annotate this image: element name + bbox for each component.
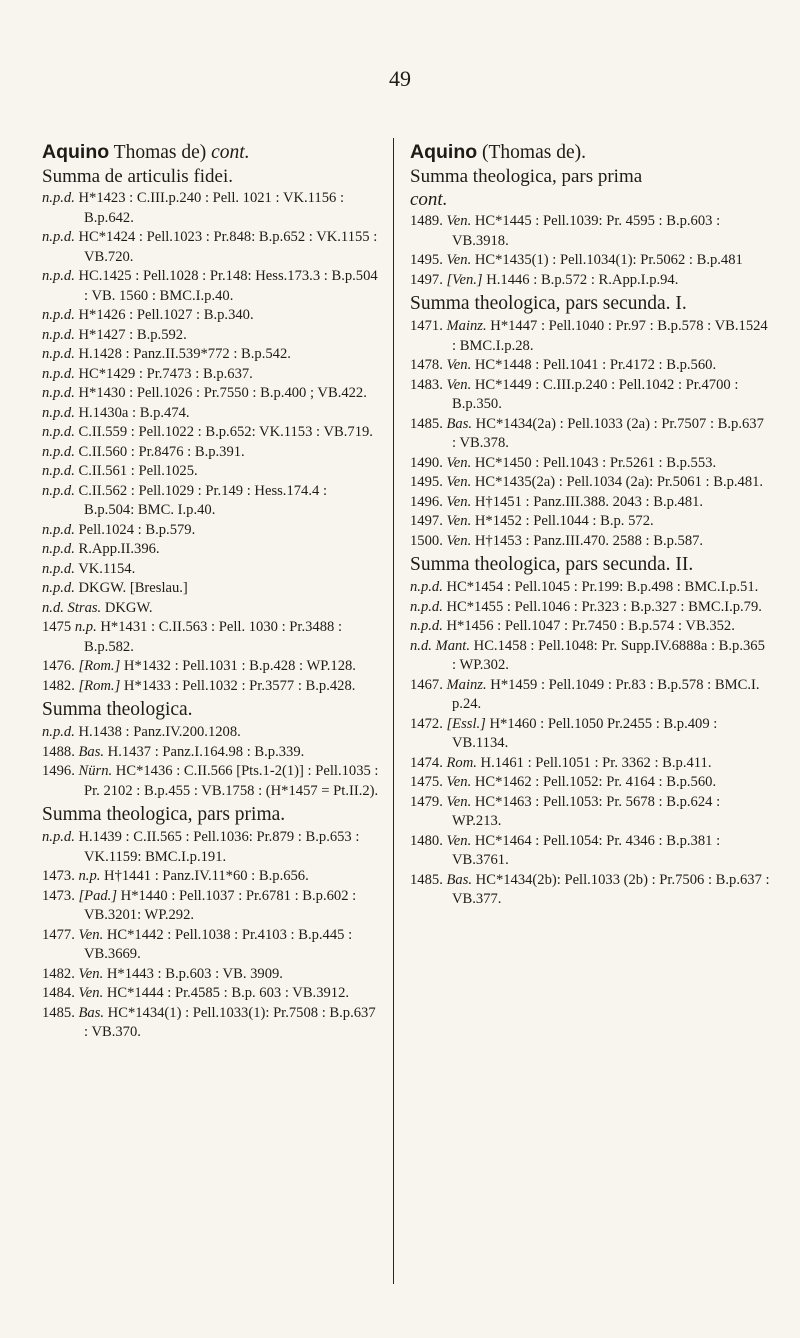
- page-number: 49: [389, 66, 411, 91]
- section-title: Summa theologica, pars secunda. II.: [410, 554, 694, 575]
- entry-references: HC*1442 : Pell.1038 : Pr.4103 : B.p.445 : VB.3669.: [84, 926, 353, 962]
- entry-references: HC.1425 : Pell.1028 : Pr.148: Hess.173.3 : B.p.504 : VB. 1560 : BMC.I.p.40.: [74, 268, 378, 304]
- entry: [42, 579, 380, 599]
- entry: [410, 415, 770, 454]
- entry-year: 1477.: [42, 926, 75, 943]
- heading-cont: cont.: [211, 142, 250, 163]
- entry-place: n.p.d.: [42, 326, 75, 343]
- entry-references: H*1443 : B.p.603 : VB. 3909.: [103, 965, 283, 982]
- entry-references: H†1453 : Panz.III.470. 2588 : B.p.587.: [471, 532, 704, 549]
- entry: [410, 578, 770, 598]
- entry: [410, 317, 770, 356]
- entry: [410, 512, 770, 532]
- entry-year: 1496.: [410, 493, 443, 510]
- entry-place: n.p.d.: [42, 443, 75, 460]
- entry-references: H*1459 : Pell.1049 : Pr.83 : B.p.578 : BMC.I. p.24.: [452, 676, 760, 712]
- entry-references: HC*1449 : C.III.p.240 : Pell.1042 : Pr.4700 : B.p.350.: [452, 376, 739, 412]
- entry-place: Ven.: [442, 774, 472, 790]
- entry-references: HC*1435(1) : Pell.1034(1): Pr.5062 : B.p.481: [471, 252, 743, 268]
- entry-place: n.p.d.: [42, 365, 75, 382]
- entry: [410, 376, 770, 415]
- entry-references: Pell.1024 : B.p.579.: [74, 521, 196, 538]
- entry: [410, 251, 770, 271]
- entry-references: C.II.561 : Pell.1025.: [74, 463, 198, 479]
- entry-place: Bas.: [442, 415, 473, 432]
- heading-name: Aquino: [42, 141, 110, 163]
- entry-place: Ven.: [442, 493, 472, 510]
- entry-references: HC*1434(2b): Pell.1033 (2b) : Pr.7506 : B.p.637 : VB.377.: [452, 871, 770, 907]
- entry-references: H*1432 : Pell.1031 : B.p.428 : WP.128.: [120, 658, 356, 674]
- entry-references: HC*1435(2a) : Pell.1034 (2a): Pr.5061 : B.p.481.: [471, 474, 764, 490]
- column-divider: [393, 138, 394, 1284]
- entry: [42, 462, 380, 482]
- entry-place: [Essl.]: [442, 715, 486, 732]
- entry-references: HC*1429 : Pr.7473 : B.p.637.: [74, 365, 253, 382]
- entry-place: n.p.d.: [42, 385, 75, 401]
- entry-place: Ven.: [442, 532, 472, 549]
- entry-references: HC*1434(1) : Pell.1033(1): Pr.7508 : B.p.637 : VB.370.: [84, 1004, 376, 1040]
- left-column: [42, 140, 380, 1043]
- entry-references: HC*1450 : Pell.1043 : Pr.5261 : B.p.553.: [471, 454, 717, 471]
- entry-references: C.II.560 : Pr.8476 : B.p.391.: [74, 443, 245, 460]
- entry-place: n.p.d.: [42, 482, 75, 499]
- entry: [42, 762, 380, 801]
- entry-place: [Pad.]: [74, 887, 118, 904]
- right-subheading: [410, 165, 770, 211]
- entry: [410, 715, 770, 754]
- entry-year: 1472.: [410, 715, 443, 732]
- entry-place: n.p.d.: [42, 190, 75, 206]
- entry-references: H*1452 : Pell.1044 : B.p. 572.: [471, 513, 654, 529]
- right-column: [410, 140, 770, 910]
- entry-place: n.p.d.: [410, 598, 443, 615]
- entry: [42, 482, 380, 521]
- entry-place: Rom.: [442, 754, 477, 771]
- entry: [410, 493, 770, 513]
- entry: [42, 965, 380, 985]
- entry-references: DKGW. [Breslau.]: [74, 580, 188, 596]
- entry-references: HC*1463 : Pell.1053: Pr. 5678 : B.p.624 : WP.213.: [452, 793, 721, 829]
- left-groups: [42, 189, 380, 1043]
- entry-year: 1483.: [410, 376, 443, 393]
- entry: [410, 598, 770, 618]
- entry: [42, 345, 380, 365]
- entry: [42, 365, 380, 385]
- entry-year: 1478.: [410, 357, 443, 373]
- entry-place: n.p.d.: [42, 560, 75, 577]
- entry-place: n.p.d.: [42, 346, 75, 362]
- entry-place: n.p.d.: [42, 404, 75, 421]
- entry-references: HC*1424 : Pell.1023 : Pr.848: B.p.652 : VK.1155 : VB.720.: [74, 229, 378, 265]
- entry-place: n.p.d.: [410, 618, 443, 634]
- entry: [410, 212, 770, 251]
- entry-year: 1475: [42, 619, 72, 635]
- entry-place: Bas.: [442, 871, 473, 888]
- entry-place: Ven.: [442, 474, 472, 490]
- entry-references: HC*1462 : Pell.1052: Pr. 4164 : B.p.560.: [471, 774, 717, 790]
- entry: [42, 189, 380, 228]
- left-subheading: Summa de articulis fidei.: [42, 166, 234, 187]
- entry: [42, 743, 380, 763]
- entry-year: 1473.: [42, 868, 75, 884]
- entry: [42, 540, 380, 560]
- right-heading: [410, 140, 770, 165]
- entry-place: [Ven.]: [442, 271, 483, 288]
- entry-place: n.p.d.: [42, 307, 75, 323]
- entry: [410, 676, 770, 715]
- heading-rest: Thomas de): [109, 142, 212, 163]
- entry: [42, 657, 380, 677]
- entry-place: Mainz.: [442, 318, 487, 334]
- entry-place: n.p.d.: [42, 424, 75, 440]
- entry-place: n.p.d.: [42, 463, 75, 479]
- entry: [42, 1004, 380, 1043]
- entry: [410, 754, 770, 774]
- entry: [42, 267, 380, 306]
- entry: [410, 532, 770, 552]
- entry-references: H.1430a : B.p.474.: [74, 404, 190, 421]
- entry-year: 1495.: [410, 252, 443, 268]
- right-groups: [410, 212, 770, 910]
- entry-year: 1482.: [42, 965, 75, 982]
- entry-place: n.d. Stras.: [42, 599, 102, 616]
- entry-year: 1473.: [42, 887, 75, 904]
- entry-place: Ven.: [74, 985, 104, 1001]
- entry-place: Bas.: [74, 1004, 105, 1021]
- entry-references: C.II.559 : Pell.1022 : B.p.652: VK.1153 : VB.719.: [74, 424, 373, 440]
- entry-references: H*1447 : Pell.1040 : Pr.97 : B.p.578 : VB.1524 : BMC.I.p.28.: [452, 318, 768, 354]
- entry-place: n.d. Mant.: [410, 637, 470, 654]
- left-heading: [42, 140, 380, 165]
- entry: [410, 473, 770, 493]
- entry-place: [Rom.]: [74, 658, 121, 674]
- entry: [410, 637, 770, 676]
- entry: [410, 356, 770, 376]
- entry-place: Ven.: [442, 213, 472, 229]
- entry-year: 1471.: [410, 318, 443, 334]
- entry-references: H†1451 : Panz.III.388. 2043 : B.p.481.: [471, 493, 704, 510]
- entry-year: 1482.: [42, 677, 75, 694]
- entry-place: Ven.: [74, 926, 104, 943]
- entry-year: 1475.: [410, 774, 443, 790]
- entry: [42, 521, 380, 541]
- entry-references: HC*1434(2a) : Pell.1033 (2a) : Pr.7507 : B.p.637 : VB.378.: [452, 415, 764, 451]
- entry: [410, 871, 770, 910]
- entry-references: H*1456 : Pell.1047 : Pr.7450 : B.p.574 : VB.352.: [442, 618, 735, 634]
- entry-references: H*1433 : Pell.1032 : Pr.3577 : B.p.428.: [120, 677, 356, 694]
- entry: [42, 599, 380, 619]
- entry-references: H†1441 : Panz.IV.11*60 : B.p.656.: [100, 868, 309, 884]
- entry: [42, 443, 380, 463]
- entry-year: 1480.: [410, 832, 443, 849]
- entry-references: H.1437 : Panz.I.164.98 : B.p.339.: [104, 743, 305, 760]
- entry-references: HC*1436 : C.II.566 [Pts.1-2(1)] : Pell.1035 : Pr. 2102 : B.p.455 : VB.1758 : (H*1457 = Pt.II.2).: [84, 763, 379, 799]
- entry-references: H*1440 : Pell.1037 : Pr.6781 : B.p.602 : VB.3201: WP.292.: [84, 887, 357, 923]
- entry: [410, 454, 770, 474]
- heading-name: Aquino: [410, 141, 478, 163]
- entry: [42, 926, 380, 965]
- entry-references: H.1446 : B.p.572 : R.App.I.p.94.: [482, 271, 679, 288]
- entry-year: 1497.: [410, 513, 443, 529]
- entry-year: 1488.: [42, 743, 75, 760]
- entry-place: Mainz.: [442, 676, 487, 693]
- entry-place: n.p.: [74, 868, 101, 884]
- entry-references: H*1431 : C.II.563 : Pell. 1030 : Pr.3488 : B.p.582.: [84, 619, 342, 655]
- entry: [42, 828, 380, 867]
- entry-year: 1500.: [410, 532, 443, 549]
- entry: [42, 887, 380, 926]
- entry: [42, 306, 380, 326]
- entry-references: VK.1154.: [74, 560, 136, 577]
- entry-year: 1474.: [410, 754, 443, 771]
- entry-place: Nürn.: [74, 763, 113, 779]
- entry-place: n.p.d.: [42, 580, 75, 596]
- entry-year: 1485.: [410, 415, 443, 432]
- entry-references: H*1460 : Pell.1050 Pr.2455 : B.p.409 : VB.1134.: [452, 715, 718, 751]
- entry: [410, 617, 770, 637]
- entry-year: 1467.: [410, 676, 443, 693]
- entry-year: 1489.: [410, 213, 443, 229]
- entry-references: H.1428 : Panz.II.539*772 : B.p.542.: [74, 346, 291, 362]
- entry: [42, 618, 380, 657]
- entry-references: H*1427 : B.p.592.: [74, 326, 187, 343]
- entry-place: Bas.: [74, 743, 105, 760]
- entry-place: n.p.d.: [42, 268, 75, 284]
- entry-place: Ven.: [442, 793, 472, 810]
- entry-references: C.II.562 : Pell.1029 : Pr.149 : Hess.174.4 : B.p.504: BMC. I.p.40.: [74, 482, 327, 518]
- entry-place: Ven.: [442, 252, 472, 268]
- entry-place: n.p.d.: [410, 579, 443, 595]
- entry: [42, 228, 380, 267]
- entry-place: n.p.d.: [42, 541, 75, 557]
- section-title: Summa theologica, pars prima.: [42, 804, 286, 825]
- entry: [42, 984, 380, 1004]
- entry-place: n.p.d.: [42, 829, 75, 845]
- entry-place: Ven.: [74, 965, 104, 982]
- entry-references: HC*1444 : Pr.4585 : B.p. 603 : VB.3912.: [103, 985, 350, 1001]
- entry-place: Ven.: [442, 513, 472, 529]
- section-title: Summa theologica, pars secunda. I.: [410, 293, 687, 314]
- entry: [42, 560, 380, 580]
- entry-references: R.App.II.396.: [74, 541, 160, 557]
- entry-year: 1484.: [42, 985, 75, 1001]
- entry-place: n.p.d.: [42, 229, 75, 245]
- entry-references: HC*1464 : Pell.1054: Pr. 4346 : B.p.381 : VB.3761.: [452, 832, 721, 868]
- entry: [410, 793, 770, 832]
- entry: [42, 423, 380, 443]
- section-title: Summa theologica.: [42, 699, 193, 720]
- entry-place: Ven.: [442, 832, 472, 849]
- entry-year: 1496.: [42, 763, 75, 779]
- entry-place: n.p.: [71, 619, 97, 635]
- entry-year: 1485.: [42, 1004, 75, 1021]
- subheading-cont: cont.: [410, 189, 448, 210]
- entry: [42, 677, 380, 697]
- entry-year: 1490.: [410, 454, 443, 471]
- subheading-text: Summa theologica, pars prima: [410, 166, 643, 187]
- entry-place: Ven.: [442, 454, 472, 471]
- entry-references: H.1438 : Panz.IV.200.1208.: [74, 724, 241, 740]
- entry-references: H.1439 : C.II.565 : Pell.1036: Pr.879 : B.p.653 : VK.1159: BMC.I.p.191.: [74, 829, 360, 865]
- entry-year: 1476.: [42, 658, 75, 674]
- entry-year: 1479.: [410, 793, 443, 810]
- entry-year: 1497.: [410, 271, 443, 288]
- entry-references: DKGW.: [101, 599, 153, 616]
- entry-place: [Rom.]: [74, 677, 121, 694]
- entry-place: Ven.: [442, 357, 472, 373]
- entry-year: 1485.: [410, 871, 443, 888]
- entry-place: n.p.d.: [42, 724, 75, 740]
- entry: [42, 867, 380, 887]
- entry-place: Ven.: [442, 376, 472, 393]
- entry-references: H*1426 : Pell.1027 : B.p.340.: [74, 307, 254, 323]
- entry-year: 1495.: [410, 474, 443, 490]
- heading-rest: (Thomas de).: [477, 142, 586, 163]
- entry-place: n.p.d.: [42, 521, 75, 538]
- entry-references: HC*1445 : Pell.1039: Pr. 4595 : B.p.603 : VB.3918.: [452, 213, 721, 249]
- entry-references: HC*1455 : Pell.1046 : Pr.323 : B.p.327 : BMC.I.p.79.: [442, 598, 762, 615]
- entry-references: H*1430 : Pell.1026 : Pr.7550 : B.p.400 ; VB.422.: [74, 385, 367, 401]
- entry: [42, 326, 380, 346]
- entry-references: HC*1448 : Pell.1041 : Pr.4172 : B.p.560.: [471, 357, 717, 373]
- entry: [410, 832, 770, 871]
- entry: [42, 384, 380, 404]
- entry: [42, 404, 380, 424]
- entry-references: HC.1458 : Pell.1048: Pr. Supp.IV.6888a : B.p.365 : WP.302.: [452, 637, 765, 673]
- entry-references: H.1461 : Pell.1051 : Pr. 3362 : B.p.411.: [476, 754, 712, 771]
- entry-references: HC*1454 : Pell.1045 : Pr.199: B.p.498 : BMC.I.p.51.: [442, 579, 759, 595]
- entry-references: H*1423 : C.III.p.240 : Pell. 1021 : VK.1156 : B.p.642.: [74, 190, 345, 226]
- entry: [410, 773, 770, 793]
- entry: [42, 723, 380, 743]
- entry: [410, 271, 770, 291]
